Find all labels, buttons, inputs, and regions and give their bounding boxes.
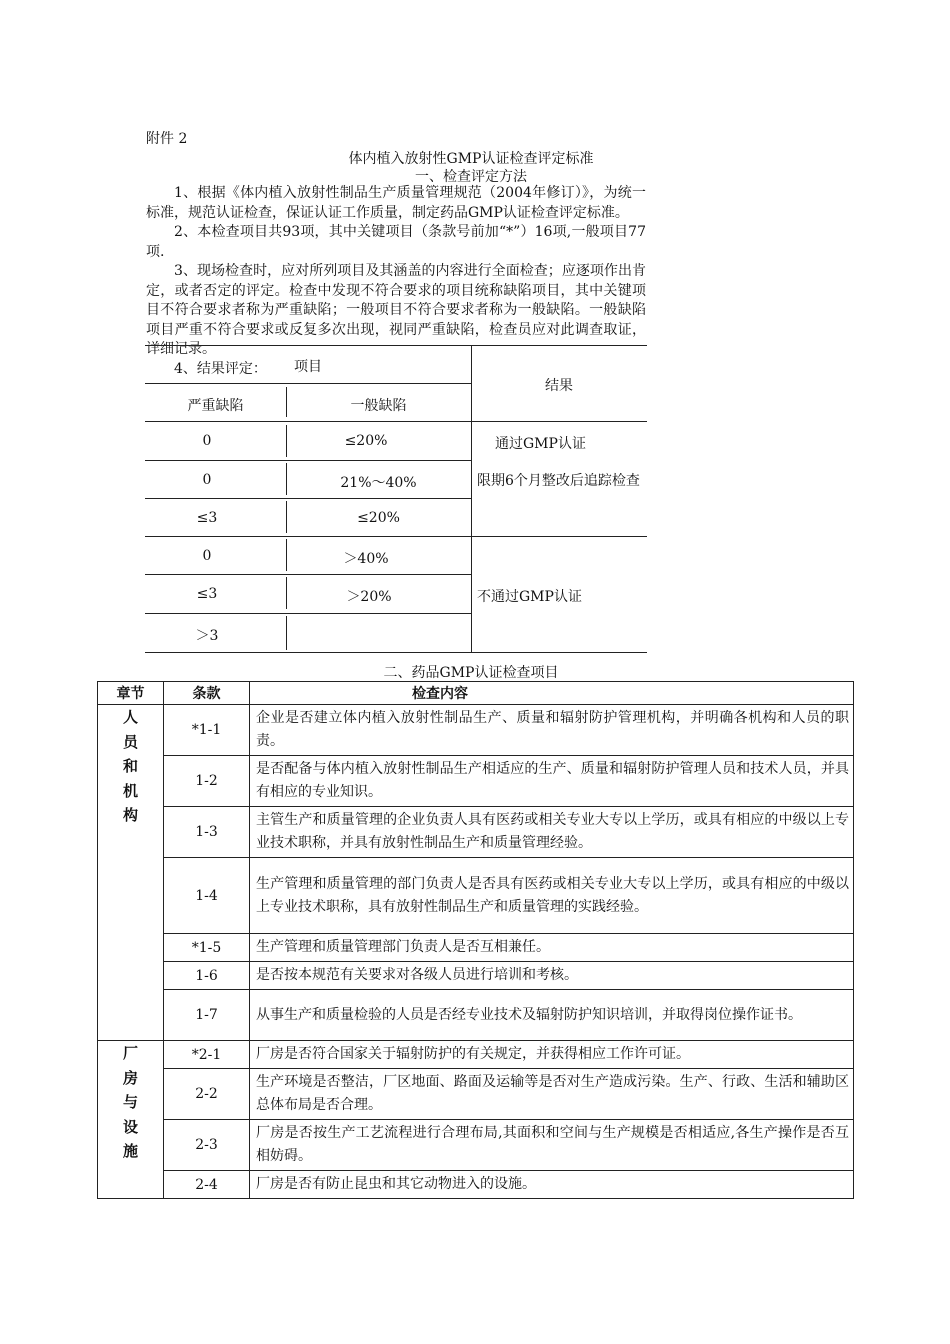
chapter-facilities: 厂 房 与 设 施 [98, 1041, 164, 1199]
clause: *1-5 [164, 934, 250, 962]
content: 从事生产和质量检验的人员是否经专业技术及辐射防护知识培训，并取得岗位操作证书。 [250, 990, 854, 1041]
row5-serious: ≤3 [196, 586, 218, 602]
content: 厂房是否有防止昆虫和其它动物进入的设施。 [250, 1171, 854, 1199]
header-item: 项目 [294, 359, 322, 375]
row4-serious: 0 [202, 548, 212, 564]
result-pass: 通过GMP认证 [495, 436, 586, 452]
content: 生产环境是否整洁，厂区地面、路面及运输等是否对生产造成污染。生产、行政、生活和辅助区总体布局是否合理。 [250, 1069, 854, 1120]
clause: *1-1 [164, 705, 250, 756]
content: 是否配备与体内植入放射性制品生产相适应的生产、质量和辐射防护管理人员和技术人员，并具有相应的专业知识。 [250, 756, 854, 807]
header-content: 检查内容 [250, 682, 854, 705]
clause: 1-7 [164, 990, 250, 1041]
row1-serious: 0 [202, 433, 212, 449]
clause: 1-6 [164, 962, 250, 990]
paragraph-2: 2、本检查项目共93项，其中关键项目（条款号前加“*”）16项,一般项目77项. [146, 224, 646, 260]
content: 厂房是否符合国家关于辐射防护的有关规定，并获得相应工作许可证。 [250, 1041, 854, 1069]
result-rectify: 限期6个月整改后追踪检查 [477, 473, 640, 489]
col-general-defect: 一般缺陷 [350, 398, 407, 414]
paragraph-4: 4、结果评定： [174, 360, 267, 377]
row3-general: ≤20% [357, 510, 400, 526]
row2-general: 21%～40% [340, 475, 417, 491]
header-clause: 条款 [164, 682, 250, 705]
header-result: 结果 [545, 378, 573, 394]
content: 是否按本规范有关要求对各级人员进行培训和考核。 [250, 962, 854, 990]
section-heading-1: 一、检查评定方法 [415, 169, 527, 185]
paragraph-3: 3、现场检查时，应对所列项目及其涵盖的内容进行全面检查；应逐项作出肯定，或者否定的评定。检查中发现不符合要求的项目统称缺陷项目，其中关键项目不符合要求者称为严重缺陷；一般项目不符合要求者称为一般缺陷。一般缺陷项目严重不符合要求或反复多次出现，视同严重缺陷，检查员应对此调查取证，详细记录。 [146, 263, 646, 357]
document-title: 体内植入放射性GMP认证检查评定标准 [348, 151, 594, 167]
paragraph-1: 1、根据《体内植入放射性制品生产质量管理规范（2004年修订）》，为统一标准，规范认证检查，保证认证工作质量，制定药品GMP认证检查评定标准。 [146, 185, 646, 221]
clause: *2-1 [164, 1041, 250, 1069]
content: 厂房是否按生产工艺流程进行合理布局,其面积和空间与生产规模是否相适应,各生产操作是否互相妨碍。 [250, 1120, 854, 1171]
row4-general: ＞40% [343, 551, 389, 567]
clause: 1-3 [164, 807, 250, 858]
header-chapter: 章节 [98, 682, 164, 705]
clause: 1-2 [164, 756, 250, 807]
content: 企业是否建立体内植入放射性制品生产、质量和辐射防护管理机构，并明确各机构和人员的职责。 [250, 705, 854, 756]
result-fail: 不通过GMP认证 [477, 589, 582, 605]
clause: 2-2 [164, 1069, 250, 1120]
row3-serious: ≤3 [196, 510, 218, 526]
inspection-table [97, 681, 854, 1199]
clause: 2-3 [164, 1120, 250, 1171]
col-serious-defect: 严重缺陷 [187, 398, 244, 414]
content: 生产管理和质量管理的部门负责人是否具有医药或相关专业大专以上学历，或具有相应的中级以上专业技术职称，具有放射性制品生产和质量管理的实践经验。 [250, 858, 854, 934]
row6-serious: ＞3 [195, 628, 219, 644]
evaluation-table [145, 345, 647, 653]
clause: 2-4 [164, 1171, 250, 1199]
section-heading-2: 二、药品GMP认证检查项目 [383, 665, 559, 681]
row1-general: ≤20% [344, 433, 388, 449]
content: 生产管理和质量管理部门负责人是否互相兼任。 [250, 934, 854, 962]
row2-serious: 0 [202, 472, 212, 488]
clause: 1-4 [164, 858, 250, 934]
row5-general: ＞20% [346, 589, 392, 605]
chapter-personnel: 人 员 和 机 构 [98, 705, 164, 1041]
content: 主管生产和质量管理的企业负责人具有医药或相关专业大专以上学历，或具有相应的中级以上专业技术职称，并具有放射性制品生产和质量管理经验。 [250, 807, 854, 858]
attachment-label: 附件 2 [146, 131, 188, 147]
